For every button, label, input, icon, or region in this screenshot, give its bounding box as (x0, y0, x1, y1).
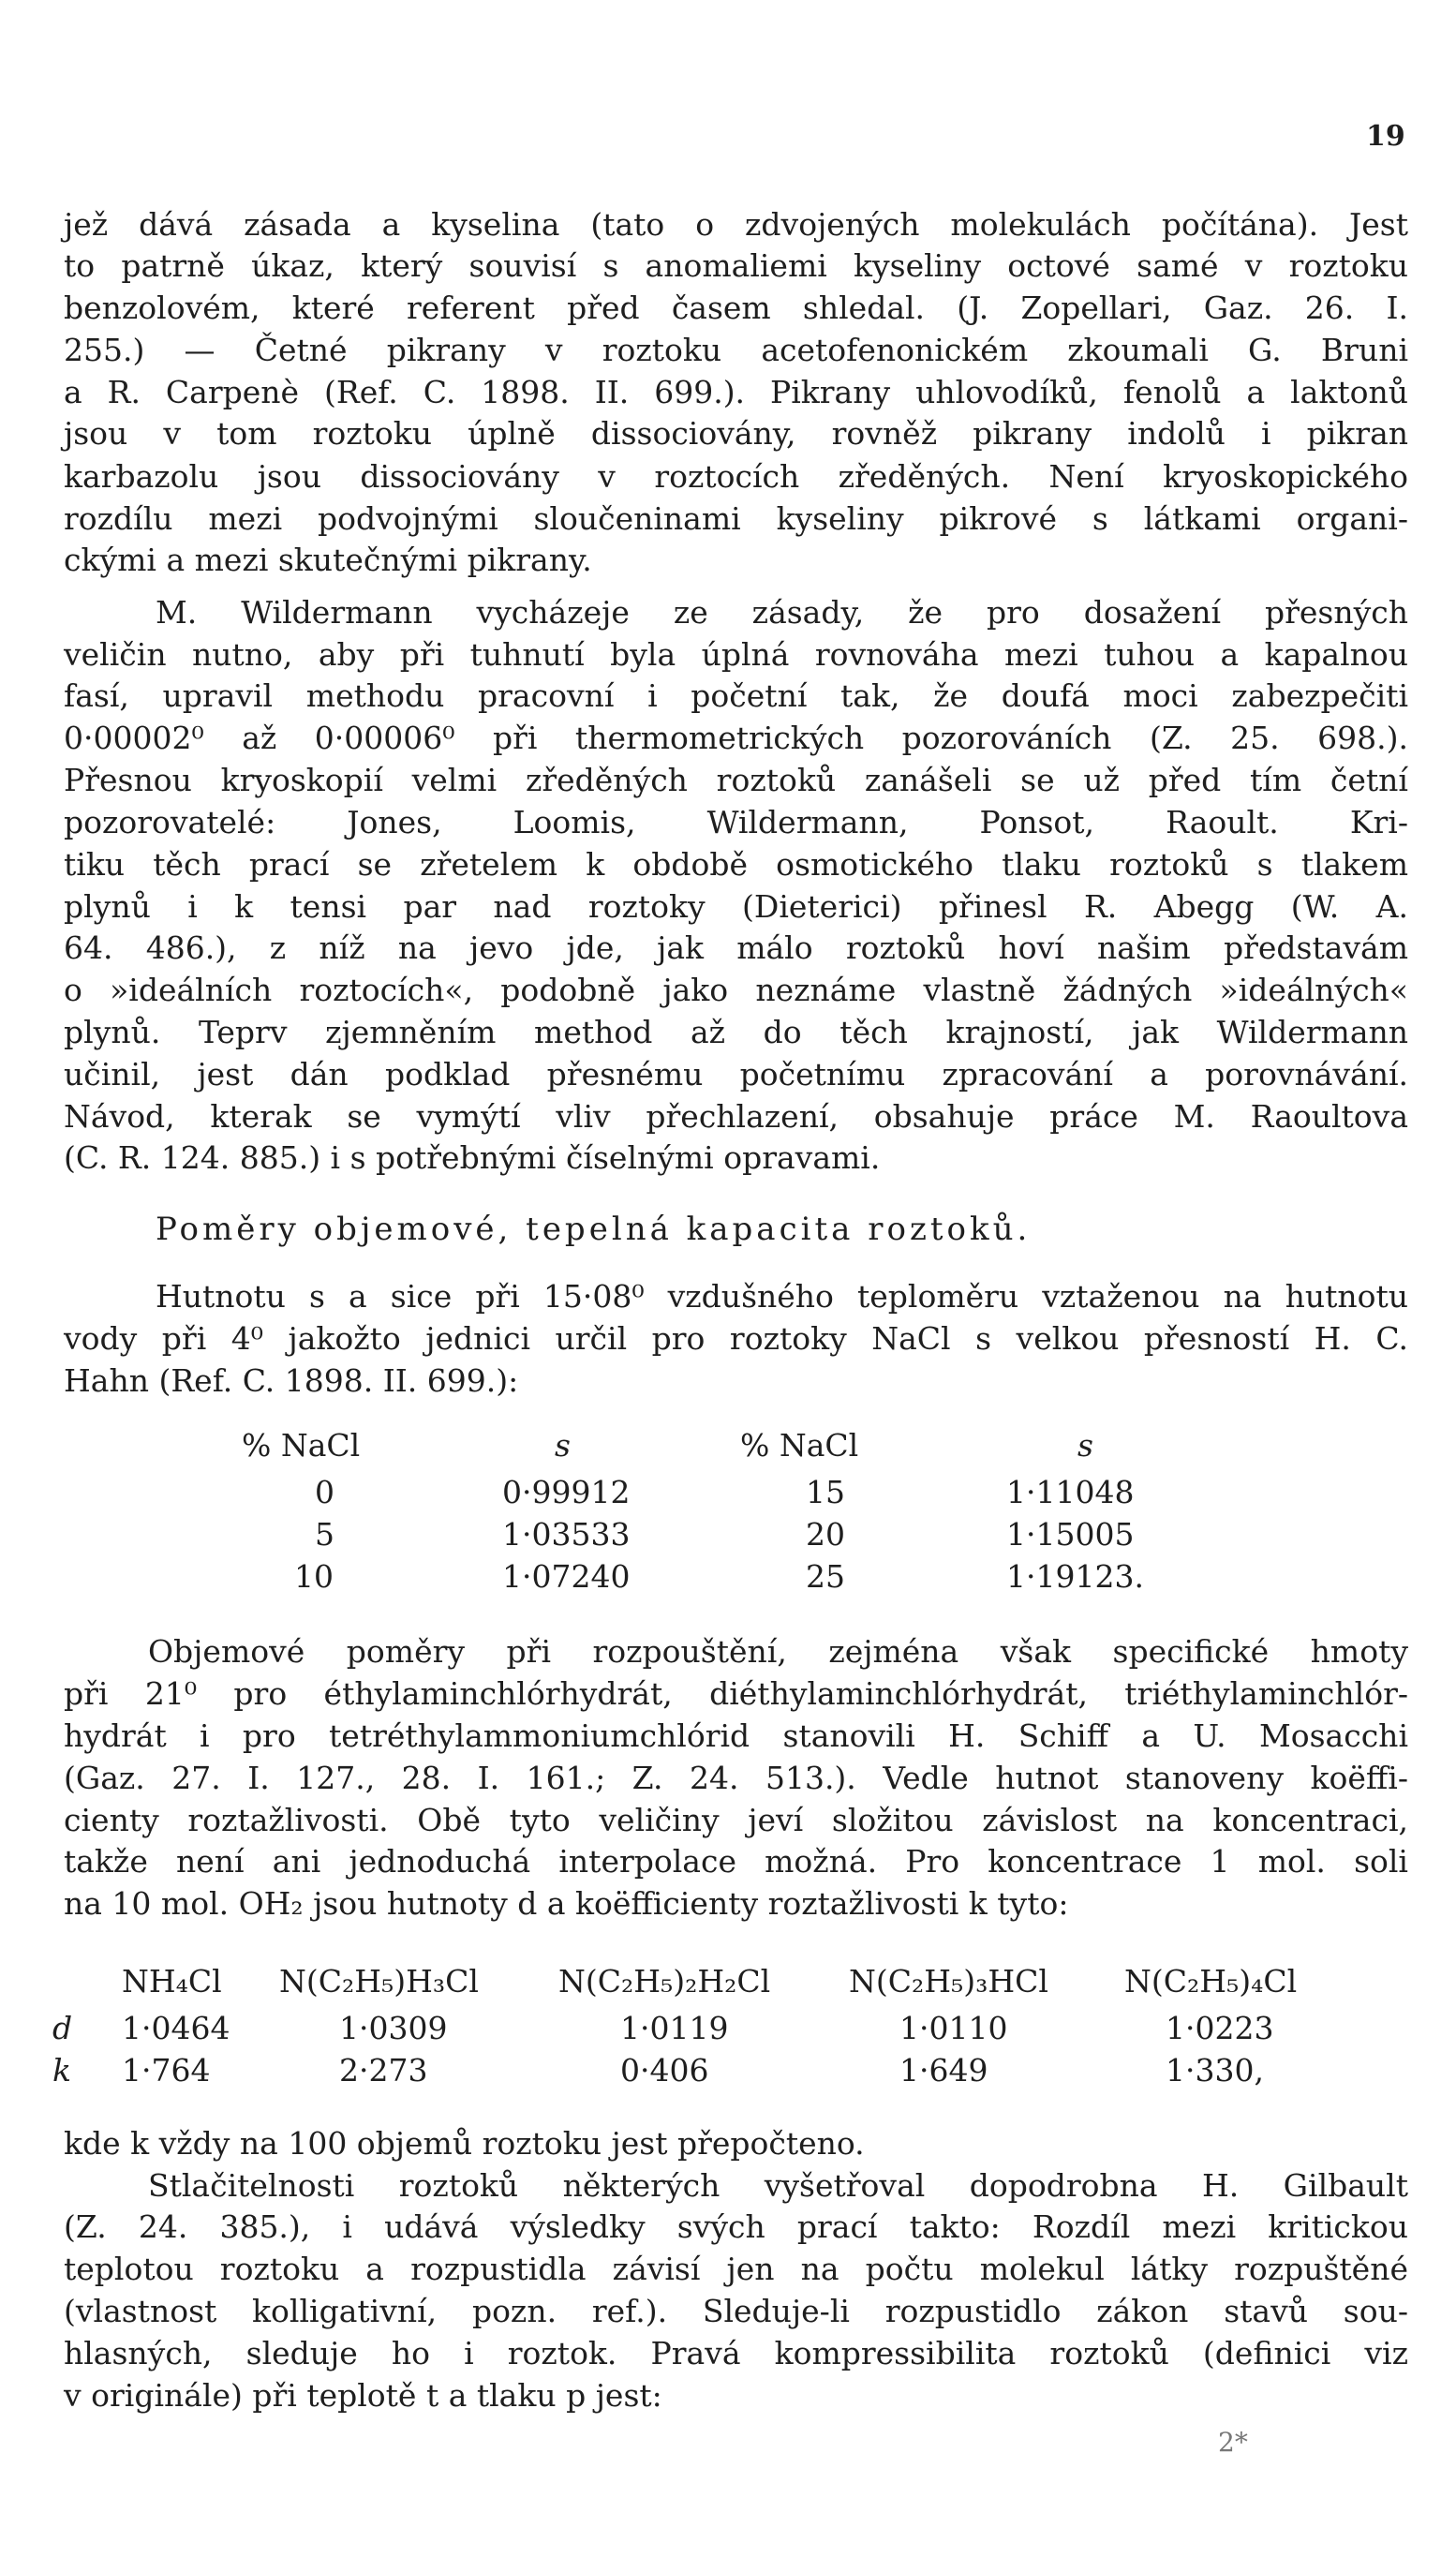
para2-line: pozorovatelé: Jones, Loomis, Wildermann, Ponsot, Raoult. Kri- (64, 804, 1408, 840)
para1-line: ckými a mezi skutečnými pikrany. (64, 542, 592, 578)
table2-cell: 0·406 (620, 2052, 709, 2089)
para4-line: na 10 mol. OH₂ jsou hutnoty d a koëfficienty roztažlivosti k tyto: (64, 1885, 1069, 1922)
table1-header: % NaCl (740, 1427, 859, 1464)
signature-mark: 2* (1218, 2427, 1248, 2458)
para3-line: Hutnotu s a sice při 15·08⁰ vzdušného teploměru vztaženou na hutnotu (156, 1278, 1408, 1315)
para5-line: teplotou roztoku a rozpustidla závisí jen na počtu molekul látky rozpuštěné (64, 2251, 1408, 2287)
para2-line: učinil, jest dán podklad přesnému početnímu zpracování a porovnávání. (64, 1056, 1408, 1093)
table2-cell: 1·0309 (339, 2010, 448, 2046)
para2-line: Přesnou kryoskopií velmi zředěných roztoků zanášeli se už před tím četní (64, 762, 1408, 798)
para1-line: rozdílu mezi podvojnými sloučeninami kyseliny pikrové s látkami organi- (64, 500, 1408, 537)
para1-line: 255.) — Četné pikrany v roztoku acetofenonickém zkoumali G. Bruni (64, 332, 1408, 368)
para5-line: hlasných, sleduje ho i roztok. Pravá kompressibilita roztoků (definici viz (64, 2335, 1408, 2371)
para2-line: plynů. Teprv zjemněním method až do těch krajností, jak Wildermann (64, 1014, 1408, 1050)
table2-cell: 1·764 (122, 2052, 211, 2089)
table1-header: % NaCl (242, 1427, 361, 1464)
para2-line: Návod, kterak se vymýtí vliv přechlazení, obsahuje práce M. Raoultova (64, 1098, 1408, 1135)
table2-cell: 1·0119 (620, 2010, 729, 2046)
table1-header: s (1077, 1427, 1093, 1464)
table1-cell: 25 (806, 1558, 845, 1595)
section-heading: Poměry objemové, tepelná kapacita roztoků. (156, 1211, 1032, 1248)
para5-line: Stlačitelnosti roztoků některých vyšetřoval dopodrobna H. Gilbault (148, 2167, 1408, 2204)
table1-cell: 1·19123. (1006, 1558, 1144, 1595)
para1-line: jež dává zásada a kyselina (tato o zdvojených molekulách počítána). Jest (64, 206, 1408, 243)
para2-line: 0·00002⁰ až 0·00006⁰ při thermometrických pozorováních (Z. 25. 698.). (64, 720, 1408, 756)
para1-line: benzolovém, které referent před časem shledal. (J. Zopellari, Gaz. 26. I. (64, 290, 1408, 326)
para4-line: cienty roztažlivosti. Obě tyto veličiny jeví složitou závislost na koncentraci, (64, 1802, 1408, 1838)
para2-line: fasí, upravil methodu pracovní i početní tak, že doufá moci zabezpečiti (64, 677, 1408, 714)
para5-line: v originále) při teplotě t a tlaku p jest: (64, 2377, 662, 2414)
table1-cell: 10 (294, 1558, 334, 1595)
para5-line: kde k vždy na 100 objemů roztoku jest přepočteno. (64, 2125, 865, 2162)
para5-line: (Z. 24. 385.), i udává výsledky svých prací takto: Rozdíl mezi kritickou (64, 2208, 1408, 2245)
table1-cell: 0 (315, 1474, 334, 1510)
para4-line: Objemové poměry při rozpouštění, zejména však specifické hmoty (148, 1633, 1408, 1670)
table1-cell: 1·11048 (1006, 1474, 1135, 1510)
para4-line: hydrát i pro tetréthylammoniumchlórid stanovili H. Schiff a U. Mosacchi (64, 1717, 1408, 1754)
table2-header: N(C₂H₅)₃HCl (849, 1963, 1048, 2000)
para1-line: to patrně úkaz, který souvisí s anomaliemi kyseliny octové samé v roztoku (64, 247, 1408, 284)
table1-cell: 1·07240 (502, 1558, 631, 1595)
para4-line: takže není ani jednoduchá interpolace možná. Pro koncentrace 1 mol. soli (64, 1843, 1408, 1880)
page-number: 19 (1366, 120, 1405, 153)
para3-line: vody při 4⁰ jakožto jednici určil pro roztoky NaCl s velkou přesností H. C. (64, 1320, 1408, 1357)
para2-line: 64. 486.), z níž na jevo jde, jak málo roztoků hoví našim představám (64, 929, 1408, 966)
table2-header: NH₄Cl (122, 1963, 222, 2000)
table2-cell: 2·273 (339, 2052, 428, 2089)
table1-cell: 20 (806, 1516, 845, 1553)
table1-cell: 0·99912 (502, 1474, 631, 1510)
para5-line: (vlastnost kolligativní, pozn. ref.). Sleduje-li rozpustidlo zákon stavů sou- (64, 2293, 1408, 2329)
para2-line: M. Wildermann vycházeje ze zásady, že pro dosažení přesných (156, 594, 1408, 631)
para4-line: při 21⁰ pro éthylaminchlórhydrát, diéthylaminchlórhydrát, triéthylaminchlór- (64, 1675, 1408, 1712)
para3-line: Hahn (Ref. C. 1898. II. 699.): (64, 1362, 519, 1399)
para1-line: a R. Carpenè (Ref. C. 1898. II. 699.). Pikrany uhlovodíků, fenolů a laktonů (64, 374, 1408, 410)
para2-line: (C. R. 124. 885.) i s potřebnými číselnými opravami. (64, 1139, 881, 1176)
para2-line: tiku těch prací se zřetelem k obdobě osmotického tlaku roztoků s tlakem (64, 846, 1408, 883)
para2-line: plynů i k tensi par nad roztoky (Dieterici) přinesl R. Abegg (W. A. (64, 888, 1408, 925)
table2-header: N(C₂H₅)₄Cl (1124, 1963, 1298, 2000)
table2-header: N(C₂H₅)H₃Cl (279, 1963, 479, 2000)
table2-cell: 1·330, (1166, 2052, 1264, 2089)
para2-line: o »ideálních roztocích«, podobně jako neznáme vlastně žádných »ideálných« (64, 972, 1408, 1008)
para2-line: veličin nutno, aby při tuhnutí byla úplná rovnováha mezi tuhou a kapalnou (64, 636, 1408, 673)
table1-cell: 1·15005 (1006, 1516, 1135, 1553)
table2-header: N(C₂H₅)₂H₂Cl (558, 1963, 771, 2000)
table2-cell: 1·0110 (899, 2010, 1008, 2046)
table2-cell: 1·0223 (1166, 2010, 1274, 2046)
table2-cell: 1·649 (899, 2052, 988, 2089)
para1-line: karbazolu jsou dissociovány v roztocích zředěných. Není kryoskopického (64, 458, 1408, 495)
para4-line: (Gaz. 27. I. 127., 28. I. 161.; Z. 24. 513.). Vedle hutnot stanoveny koëffi- (64, 1760, 1408, 1796)
table2-row-label: d (52, 2010, 73, 2046)
para1-line: jsou v tom roztoku úplně dissociovány, rovněž pikrany indolů i pikran (64, 415, 1408, 452)
table1-cell: 15 (806, 1474, 845, 1510)
table2-row-label: k (52, 2052, 71, 2089)
table1-cell: 5 (315, 1516, 334, 1553)
table2-cell: 1·0464 (122, 2010, 230, 2046)
table1-cell: 1·03533 (502, 1516, 631, 1553)
table1-header: s (555, 1427, 571, 1464)
